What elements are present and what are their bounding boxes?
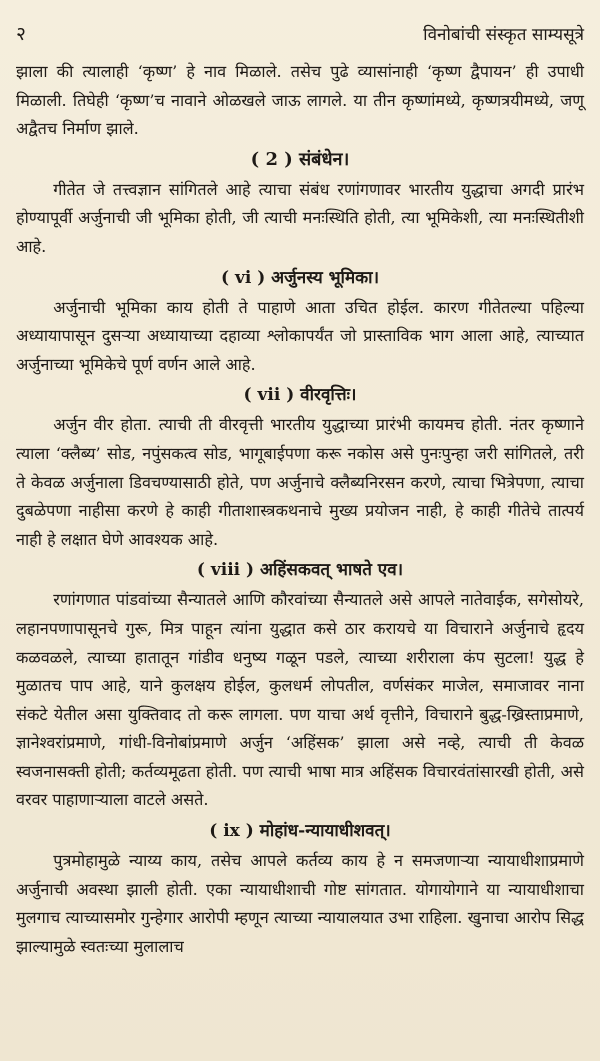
page-header — [16, 20, 584, 58]
paragraph: अर्जुन वीर होता. त्याची ती वीरवृत्ती भारतीय युद्धाच्या प्रारंभी कायमच होती. नंतर कृष्णाने त्याला ‘क्लैब्य’ सोड, नपुंसकत्व सोड, भागूबाईपणा करू नकोस असे पुनःपुन्हा जरी सांगितले, तरी ते केवळ अर्जुनाला डिवचण्यासाठी होते, पण अर्जुनाचे क्लैब्यनिरसन करणे, त्याचा भित्रेपणा, त्याचा दुबळेपणा नाहीसा करणे हे काही गीताशास्त्रकथनाचे मुख्य प्रयोजन नाही, हे काही गीतेचे तात्पर्य नाही हे लक्षात घेणे आवश्यक आहे. — [16, 415, 584, 549]
paragraph: रणांगणात पांडवांच्या सैन्यातले आणि कौरवांच्या सैन्यातले असे आपले नातेवाईक, सगेसोयरे, लहानपणापासूनचे गुरू, मित्र पाहून त्यांना युद्धात कसे ठार करायचे या विचाराने अर्जुनाचे हृदय कळवळले, त्याच्या हातातून गांडीव धनुष्य गळून पडले, त्याच्या शरीराला कंप सुटला! युद्ध हे मुळातच पाप आहे, याने कुलक्षय होईल, कुलधर्म लोपतील, वर्णसंकर माजेल, समाजावर नाना संकटे येतील असा युक्तिवाद तो करू लागला. पण याचा अर्थ वृत्तीने, विचाराने बुद्ध-ख्रिस्ताप्रमाणे, ज्ञानेश्वरांप्रमाणे, गांधी-विनोबांप्रमाणे अर्जुन ‘अहिंसक’ झाला असे नव्हे, त्याची ती केवळ स्वजनासक्ती होती; कर्तव्यमूढता होती. पण त्याची भाषा मात्र अहिंसक विचारवंतांसारखी होती, असे वरवर पाहाणाऱ्याला वाटले असते. — [16, 590, 584, 810]
section-heading: ( vi ) अर्जुनस्य भूमिका। — [220, 267, 380, 288]
running-title: विनोबांची संस्कृत साम्यसूत्रे — [423, 25, 584, 45]
paragraph: पुत्रमोहामुळे न्याय्य काय, तसेच आपले कर्तव्य काय हे न समजणाऱ्या न्यायाधीशाप्रमाणे अर्जुनाची अवस्था झाली होती. एका न्यायाधीशाची गोष्ट सांगतात. योगायोगाने या न्यायाधीशाचा मुलगाच त्याच्यासमोर गुन्हेगार आरोपी म्हणून त्याच्या न्यायालयात उभा राहिला. खुनाचा आरोप सिद्ध झाल्यामुळे स्वतःच्या मुलालाच — [16, 851, 584, 956]
paragraph: अर्जुनाची भूमिका काय होती ते पाहाणे आता उचित होईल. कारण गीतेतल्या पहिल्या अध्यायापासून दुसऱ्या अध्यायाच्या दहाव्या श्लोकापर्यंत जो प्रास्ताविक भाग आला आहे, त्याच्यात अर्जुनाच्या भूमिकेचे पूर्ण वर्णन आले आहे. — [16, 297, 584, 374]
page-number: २ — [16, 23, 26, 45]
section-heading: ( 2 ) संबंधेन। — [250, 148, 350, 170]
section-heading: ( viii ) अहिंसकवत् भाषते एव। — [196, 560, 404, 581]
paragraph: गीतेत जे तत्त्वज्ञान सांगितले आहे त्याचा संबंध रणांगणावर भारतीय युद्धाचा अगदी प्रारंभ होण्यापूर्वी अर्जुनाची जी भूमिका होती, जी त्याची मनःस्थिति होती, त्या भूमिकेशी, त्या मनःस्थितीशी आहे. — [16, 179, 584, 256]
section-heading: ( vii ) वीरवृत्तिः। — [243, 385, 357, 406]
paragraph: झाला की त्यालाही ‘कृष्ण’ हे नाव मिळाले. तसेच पुढे व्यासांनाही ‘कृष्ण द्वैपायन’ ही उपाधी मिळाली. तिघेही ‘कृष्ण’च नावाने ओळखले जाऊ लागले. या तीन कृष्णांमध्ये, कृष्णत्रयीमध्ये, जणू अद्वैतच निर्माण झाले. — [16, 62, 584, 139]
section-heading: ( ix ) मोहांध-न्यायाधीशवत्। — [209, 821, 391, 842]
page-body — [16, 58, 584, 961]
